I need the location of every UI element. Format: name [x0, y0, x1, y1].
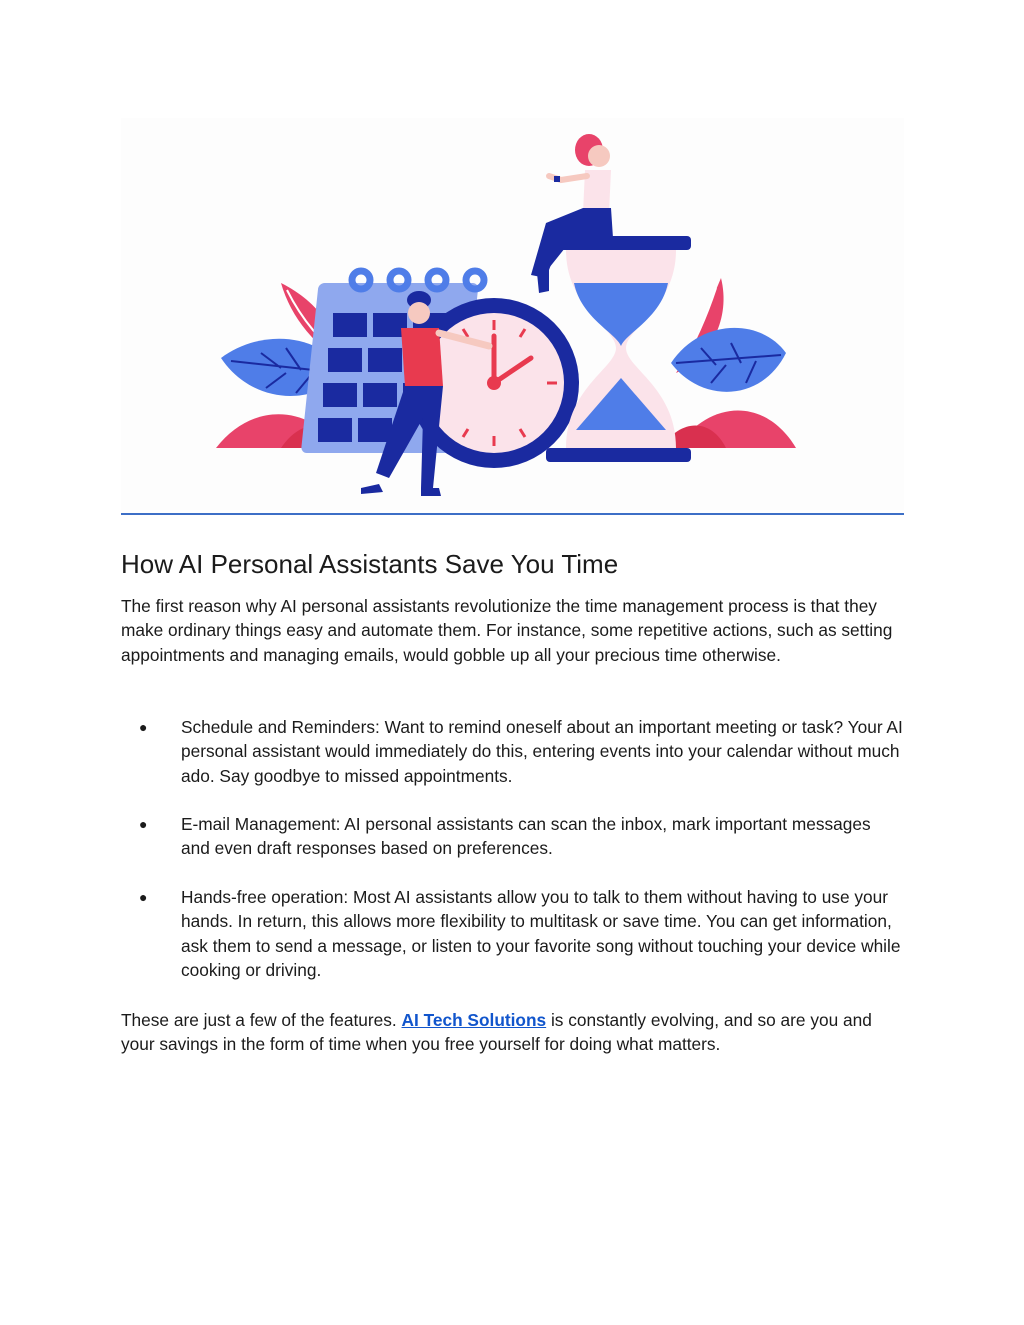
list-item [121, 885, 904, 982]
closing-text-start: These are just a few of the features. [121, 1010, 402, 1030]
section-divider [121, 513, 904, 515]
bullet-marker: ● [139, 816, 148, 833]
intro-paragraph: The first reason why AI personal assistants revolutionize the time management process is that they make ordinary things easy and automate them. For instance, some repetitive actions, such as setting appointments and managing emails, would gobble up all your precious time otherwise. [121, 596, 893, 665]
hero-illustration [121, 118, 904, 510]
closing-paragraph [121, 1008, 904, 1057]
list-item-text: Schedule and Reminders: Want to remind oneself about an important meeting or task? Your AI personal assistant would immediately do this, entering events into your calendar without much ado. Say goodbye to missed appointments. [181, 717, 903, 786]
list-item-text: Hands-free operation: Most AI assistants allow you to talk to them without having to use your hands. In return, this allows more flexibility to multitask or save time. You can get information, ask them to send a message, or listen to your favorite song without touching your device while cooking or driving. [181, 887, 901, 980]
list-item-text: E-mail Management: AI personal assistants can scan the inbox, mark important messages and even draft responses based on preferences. [181, 814, 871, 859]
right-leaf-blue [671, 328, 786, 392]
list-item [121, 715, 904, 788]
right-ground-leaves [661, 411, 796, 449]
feature-list [121, 715, 904, 1007]
article-heading: How AI Personal Assistants Save You Time [121, 549, 619, 579]
closing-text-end: is constantly evolving, and so are you and your savings in the form of time when you free yourself for doing what matters. [121, 1010, 872, 1055]
ai-tech-solutions-link[interactable]: AI Tech Solutions [401, 1010, 547, 1030]
list-item [121, 812, 904, 861]
bullet-marker: ● [139, 719, 148, 735]
bullet-marker: ● [139, 889, 148, 906]
